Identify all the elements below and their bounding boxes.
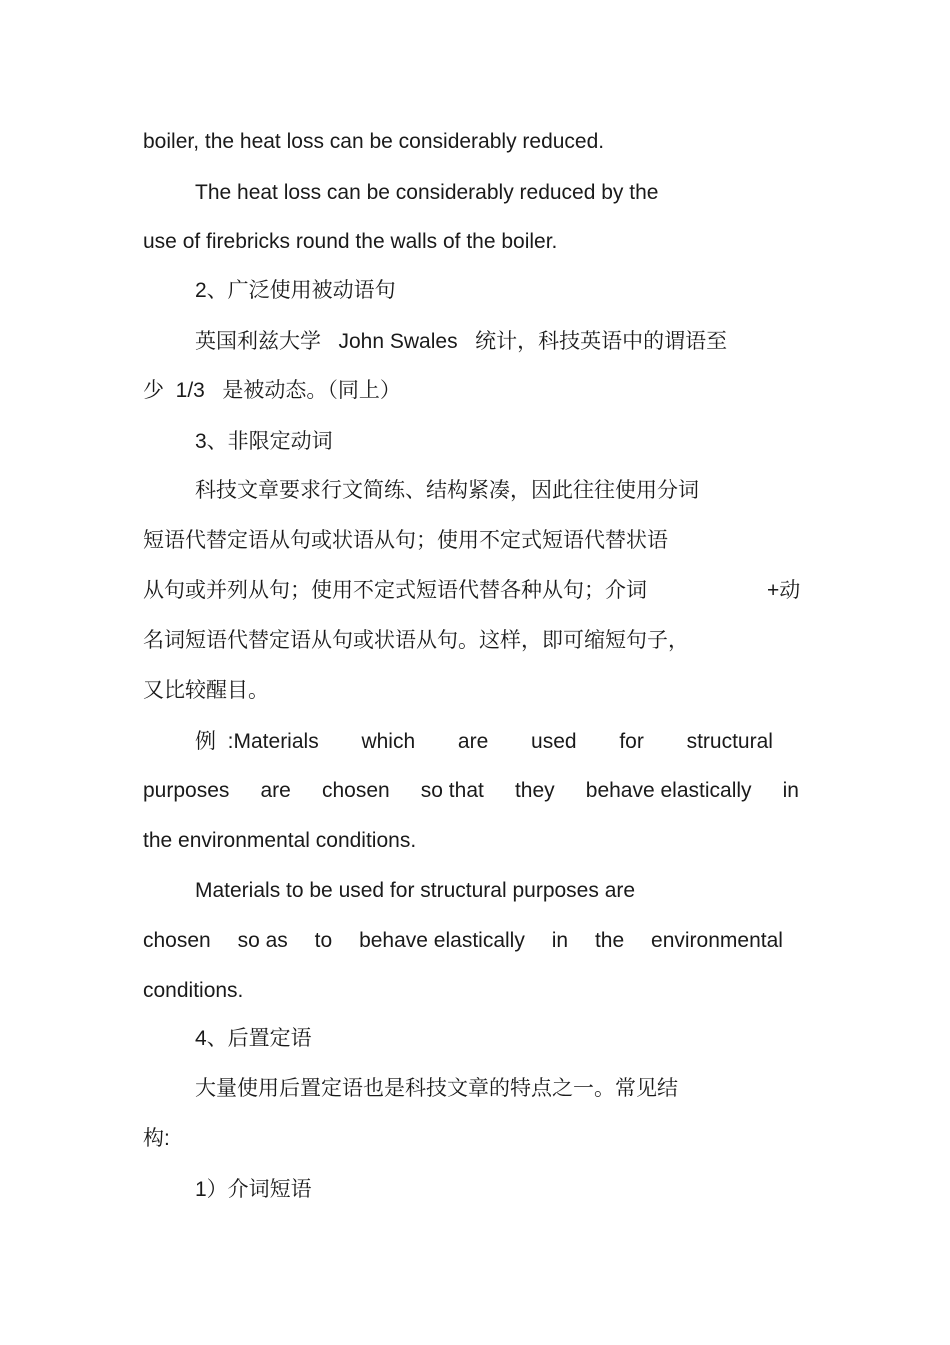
text-line: Materials to be used for structural purposes are [195, 879, 636, 902]
section-heading: 3、非限定动词 [195, 430, 333, 453]
word: environmental [651, 929, 783, 952]
text-line: 短语代替定语从句或状语从句；使用不定式短语代替状语 [143, 529, 668, 552]
word: behave elastically [585, 779, 752, 802]
word: are [457, 730, 489, 753]
text-line-fragment: +动 [767, 579, 801, 602]
word: for [619, 730, 644, 753]
word: 例 :Materials [195, 730, 319, 753]
justified-line [195, 728, 773, 756]
justified-line [143, 927, 783, 955]
word: are [260, 779, 291, 802]
word: behave elastically [359, 929, 525, 952]
text-line: 从句或并列从句；使用不定式短语代替各种从句；介词 [143, 579, 647, 602]
word: so as [237, 929, 288, 952]
word: chosen [321, 779, 390, 802]
text-line: boiler, the heat loss can be considerably reduced. [143, 130, 605, 153]
section-heading: 1）介词短语 [195, 1178, 312, 1201]
word: which [361, 730, 416, 753]
word: in [551, 929, 569, 952]
text-line: 英国利兹大学 John Swales 统计，科技英语中的谓语至 [195, 330, 728, 353]
text-line: the environmental conditions. [143, 829, 417, 852]
text-line: use of firebricks round the walls of the boiler. [143, 230, 558, 253]
word: the [594, 929, 625, 952]
word: chosen [143, 929, 211, 952]
word: purposes [143, 779, 230, 802]
text-line: 大量使用后置定语也是科技文章的特点之一。常见结 [195, 1077, 678, 1100]
text-line: 少 1/3 是被动态。（同上） [143, 379, 401, 402]
word: to [314, 929, 333, 952]
word: used [531, 730, 577, 753]
word: in [782, 779, 799, 802]
text-line: conditions. [143, 979, 244, 1002]
section-heading: 2、广泛使用被动语句 [195, 279, 396, 302]
justified-line [143, 777, 799, 805]
section-heading: 4、后置定语 [195, 1027, 312, 1050]
word: structural [686, 730, 773, 753]
text-line: The heat loss can be considerably reduced by the [195, 181, 659, 204]
text-line: 构: [143, 1127, 170, 1150]
text-line: 名词短语代替定语从句或状语从句。这样，即可缩短句子， [143, 629, 689, 652]
word: they [514, 779, 555, 802]
text-line: 又比较醒目。 [143, 679, 269, 702]
text-line: 科技文章要求行文简练、结构紧凑，因此往往使用分词 [195, 479, 699, 502]
word: so that [420, 779, 484, 802]
